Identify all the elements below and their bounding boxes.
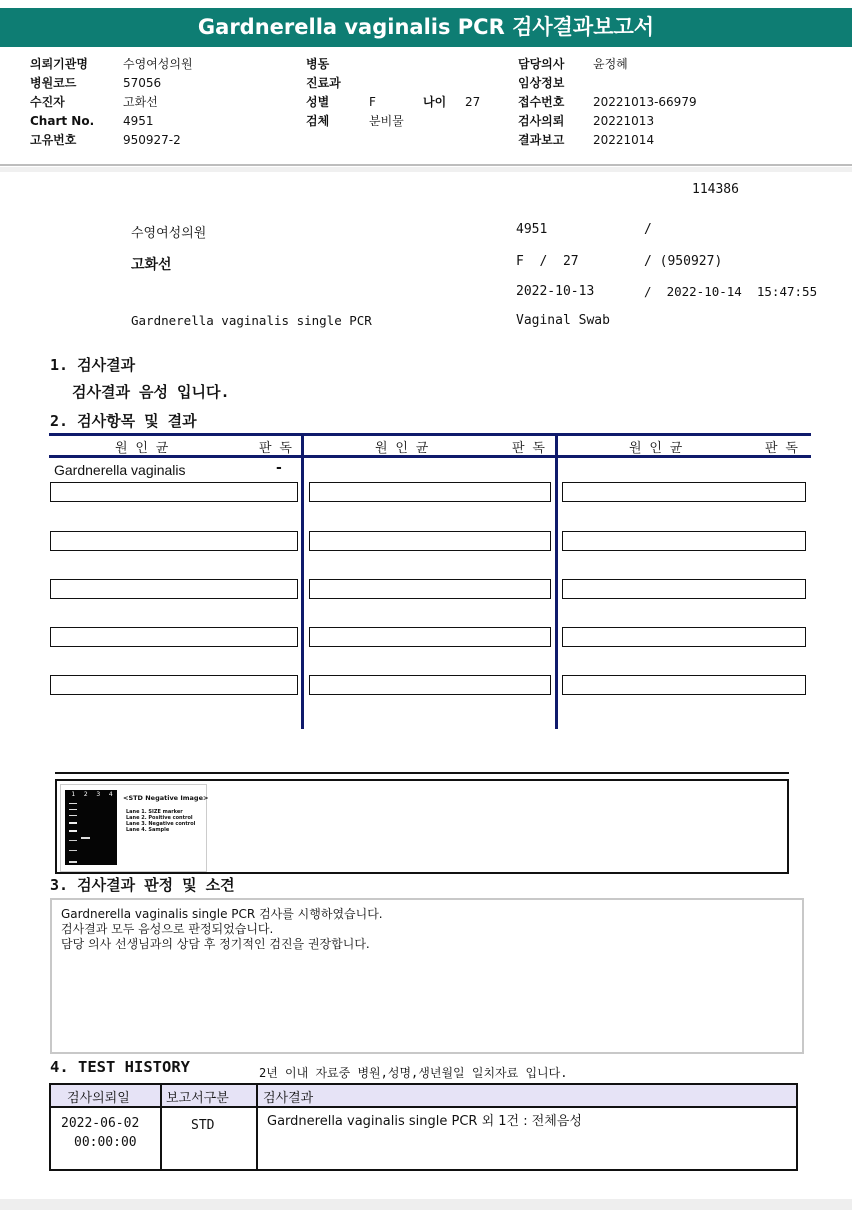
table-top-rule — [49, 433, 811, 436]
summary-test-name: Gardnerella vaginalis single PCR — [131, 313, 372, 328]
marker-band — [69, 822, 77, 824]
unique-no-label: 고유번호 — [30, 133, 77, 147]
header-row — [30, 93, 290, 112]
specimen-value: 분비물 — [369, 114, 404, 128]
marker-band — [69, 850, 77, 851]
chart-no-label: Chart No. — [30, 114, 95, 128]
gel-image-frame — [55, 779, 789, 874]
gel-lane-labels — [67, 791, 117, 798]
header-divider — [0, 164, 852, 166]
marker-band — [69, 809, 77, 810]
history-header-row — [51, 1085, 796, 1108]
result-box — [50, 675, 298, 695]
receipt-no-value: 20221013-66979 — [593, 95, 697, 109]
age-value: 27 — [465, 95, 481, 109]
unique-no-value: 950927-2 — [123, 133, 181, 147]
report-title: Gardnerella vaginalis PCR 검사결과보고서 — [0, 8, 852, 47]
patient-value: 고화선 — [123, 95, 158, 109]
result-box — [562, 482, 806, 502]
header-row — [30, 112, 290, 131]
col-header-judgement: 판 독 — [512, 441, 545, 456]
summary-chart: 4951 — [516, 222, 548, 237]
request-date-label: 검사의뢰 — [518, 114, 565, 128]
result-box — [562, 531, 806, 551]
gel-divider — [55, 772, 789, 774]
header-row — [518, 74, 838, 93]
patient-label: 수진자 — [30, 95, 65, 109]
summary-slash: / — [644, 222, 652, 237]
history-note: 2년 이내 자료중 병원,성명,생년월일 일치자료 입니다. — [259, 1066, 568, 1080]
header-column-3 — [518, 55, 838, 150]
summary-birth: / (950927) — [644, 254, 723, 269]
history-time: 00:00:00 — [74, 1135, 137, 1150]
history-date: 2022-06-02 — [61, 1116, 140, 1131]
opinion-line: Gardnerella vaginalis single PCR 검사를 시행하였습니다. — [61, 907, 383, 921]
department-label: 진료과 — [306, 76, 341, 90]
marker-band — [69, 803, 77, 804]
ward-label: 병동 — [306, 57, 330, 71]
result-box — [562, 627, 806, 647]
history-col-divider — [256, 1085, 258, 1169]
hospital-value: 수영여성의원 — [123, 57, 193, 71]
marker-band — [69, 861, 77, 863]
sex-label: 성별 — [306, 95, 330, 109]
result-box — [309, 482, 551, 502]
header-row — [306, 55, 506, 74]
gel-lane-label: 2 — [83, 791, 88, 798]
result-box — [309, 531, 551, 551]
report-date-label: 결과보고 — [518, 133, 565, 147]
result-box — [50, 627, 298, 647]
opinion-box — [50, 898, 804, 1054]
gel-lane-label: 4 — [108, 791, 113, 798]
header-row — [306, 74, 506, 93]
header-row — [518, 131, 838, 150]
marker-band — [69, 830, 77, 832]
doctor-value: 윤정혜 — [593, 57, 628, 71]
hospital-code-label: 병원코드 — [30, 76, 77, 90]
header-row — [518, 112, 838, 131]
gel-image-panel — [60, 784, 207, 872]
result-box — [309, 579, 551, 599]
history-type: STD — [191, 1118, 215, 1133]
history-table — [49, 1083, 798, 1171]
positive-band — [81, 837, 90, 839]
gel-legend-line: Lane 4. Sample — [126, 827, 170, 833]
sex-value: F — [369, 95, 376, 109]
gel-caption-legend — [126, 809, 195, 833]
result-box — [50, 531, 298, 551]
header-row — [518, 55, 838, 74]
organism-name: Gardnerella vaginalis — [54, 462, 186, 478]
header-column-1 — [30, 55, 290, 150]
result-box — [50, 482, 298, 502]
marker-band — [69, 815, 77, 816]
summary-patient: 고화선 — [131, 257, 172, 273]
marker-band — [69, 840, 77, 841]
clinical-info-label: 임상정보 — [518, 76, 565, 90]
chart-no-value: 4951 — [123, 114, 154, 128]
result-box — [309, 627, 551, 647]
section3-heading: 3. 검사결과 판정 및 소견 — [50, 876, 235, 894]
gel-legend-line: Lane 2. Positive control — [126, 815, 193, 821]
summary-sex-age: F / 27 — [516, 254, 579, 269]
summary-specimen: Vaginal Swab — [516, 313, 610, 328]
header-row — [518, 93, 838, 112]
header-row — [30, 55, 290, 74]
col-header-judgement: 판 독 — [259, 441, 292, 456]
result-box — [50, 579, 298, 599]
section4-heading: 4. TEST HISTORY — [50, 1058, 190, 1076]
request-date-value: 20221013 — [593, 114, 655, 128]
gel-lane-label: 1 — [71, 791, 76, 798]
history-col-result: 검사결과 — [263, 1091, 314, 1106]
footer-bar — [0, 1199, 852, 1210]
header-row — [30, 74, 290, 93]
opinion-line: 검사결과 모두 음성으로 판정되었습니다. — [61, 922, 274, 936]
gel-legend-line: Lane 1. SIZE marker — [126, 809, 183, 815]
col-header-judgement: 판 독 — [765, 441, 798, 456]
history-col-divider — [160, 1085, 162, 1169]
result-box — [562, 579, 806, 599]
age-label: 나이 — [423, 95, 447, 109]
receipt-no-label: 접수번호 — [518, 95, 565, 109]
header-row — [30, 131, 290, 150]
col-header-organism: 원 인 균 — [115, 441, 169, 456]
specimen-label: 검체 — [306, 114, 330, 128]
result-box — [309, 675, 551, 695]
age-field — [423, 93, 503, 111]
col-header-organism: 원 인 균 — [375, 441, 429, 456]
section1-result: 검사결과 음성 입니다. — [72, 383, 230, 401]
organism-result: - — [276, 460, 282, 476]
col-header-organism: 원 인 균 — [629, 441, 683, 456]
gel-image — [65, 790, 117, 865]
report-number: 114386 — [692, 182, 739, 197]
gel-legend-line: Lane 3. Negative control — [126, 821, 196, 827]
summary-hospital: 수영여성의원 — [131, 226, 207, 241]
results-table — [49, 433, 811, 729]
header-divider-shadow — [0, 167, 852, 172]
summary-report-datetime: / 2022-10-14 15:47:55 — [644, 284, 818, 299]
report-date-value: 20221014 — [593, 133, 655, 147]
section1-heading: 1. 검사결과 — [50, 356, 136, 374]
gel-lane-label: 3 — [96, 791, 101, 798]
summary-request-date: 2022-10-13 — [516, 284, 595, 299]
opinion-line: 담당 의사 선생님과의 상담 후 정기적인 검진을 권장합니다. — [61, 937, 370, 951]
gel-caption-title: <STD Negative Image> — [123, 794, 209, 802]
table-column-divider — [555, 433, 558, 729]
hospital-code-value: 57056 — [123, 76, 162, 90]
result-box — [562, 675, 806, 695]
history-col-date: 검사의뢰일 — [67, 1091, 130, 1106]
section2-heading: 2. 검사항목 및 결과 — [50, 412, 197, 430]
history-col-type: 보고서구분 — [166, 1091, 229, 1106]
doctor-label: 담당의사 — [518, 57, 565, 71]
hospital-label: 의뢰기관명 — [30, 57, 88, 71]
table-column-divider — [301, 433, 304, 729]
history-result: Gardnerella vaginalis single PCR 외 1건 : 전체음성 — [267, 1114, 582, 1129]
header-row — [306, 112, 506, 131]
